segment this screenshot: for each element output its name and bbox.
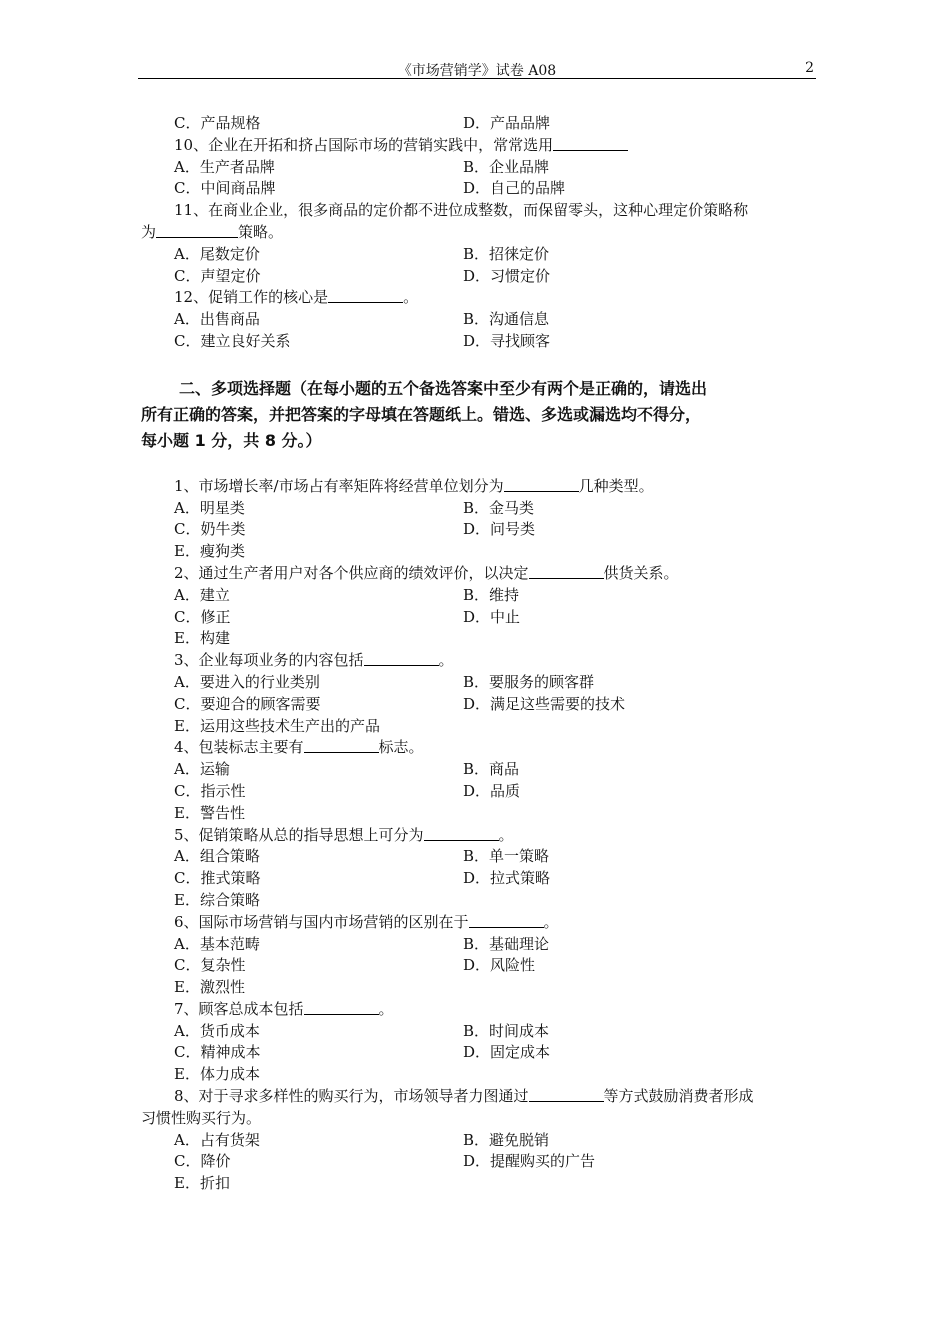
option-row: [141, 1042, 817, 1064]
option-row: [141, 1021, 817, 1043]
answer-blank: [328, 288, 403, 303]
question-stem-continued: 习惯性购买行为。: [141, 1108, 262, 1127]
option-c: C．精神成本: [174, 1043, 261, 1062]
question-stem: 6、国际市场营销与国内市场营销的区别在于 。: [174, 912, 559, 931]
page-header: [138, 58, 816, 79]
question-stem: 8、对于寻求多样性的购买行为，市场领导者力图通过 等方式鼓励消费者形成: [174, 1087, 754, 1106]
question-stem: 12、促销工作的核心是 。: [174, 288, 419, 307]
option-b: B．避免脱销: [463, 1130, 550, 1149]
option-a: A．生产者品牌: [174, 157, 275, 176]
option-b: B．要服务的顾客群: [463, 672, 595, 691]
option-b: B．招徕定价: [463, 244, 550, 263]
option-b: B．基础理论: [463, 934, 550, 953]
option-b: B．单一策略: [463, 847, 550, 866]
option-c: C．推式策略: [174, 869, 261, 888]
option-c: C．要迎合的顾客需要: [174, 694, 321, 713]
option-a: A．出售商品: [174, 310, 260, 329]
section-heading: 二、多项选择题（在每小题的五个备选答案中至少有两个是正确的，请选出 所有正确的答案，并把答案的字母填在答题纸上。错选、多选或漏选均不得分， 每小题 1 分，共 8 分。）: [141, 378, 708, 450]
option-a: A．基本范畴: [174, 934, 260, 953]
option-row: [141, 113, 817, 135]
option-d: D．中止: [463, 607, 521, 626]
option-d: D．习惯定价: [463, 266, 551, 285]
option-a: A．占有货架: [174, 1130, 260, 1149]
option-d: D．寻找顾客: [463, 331, 551, 350]
option-b: B．沟通信息: [463, 310, 550, 329]
answer-blank: [156, 223, 238, 238]
option-b: B．维持: [463, 585, 520, 604]
option-row: [141, 628, 817, 650]
option-row: [141, 541, 817, 563]
option-row: [141, 759, 817, 781]
option-c: C．指示性: [174, 781, 246, 800]
option-row: [141, 868, 817, 890]
option-a: A．货币成本: [174, 1021, 260, 1040]
option-d: D．提醒购买的广告: [463, 1152, 596, 1171]
option-b: B．企业品牌: [463, 157, 550, 176]
option-a: A．组合策略: [174, 847, 260, 866]
option-d: D．满足这些需要的技术: [463, 694, 626, 713]
option-e: E．折扣: [174, 1174, 230, 1193]
option-d: D．拉式策略: [463, 869, 551, 888]
option-row: [141, 955, 817, 977]
question-stem: 2、通过生产者用户对各个供应商的绩效评价，以决定 供货关系。: [174, 563, 679, 582]
exam-content: [141, 113, 817, 1195]
question-stem: 10、企业在开拓和挤占国际市场的营销实践中，常常选用: [141, 135, 817, 157]
option-c: C．修正: [174, 607, 231, 626]
option-a: A．尾数定价: [174, 244, 260, 263]
option-a: A．要进入的行业类别: [174, 672, 320, 691]
answer-blank: [529, 1087, 604, 1102]
question-stem: 3、企业每项业务的内容包括 。: [174, 651, 454, 670]
option-row: [141, 244, 817, 266]
option-row: [141, 890, 817, 912]
option-row: [141, 1064, 817, 1086]
option-row: [141, 1130, 817, 1152]
option-d: D．产品品牌: [463, 114, 551, 132]
option-d: D．风险性: [463, 956, 536, 975]
question-stem-continued: 为 策略。: [141, 222, 284, 241]
option-a: A．运输: [174, 760, 230, 779]
option-row: [141, 846, 817, 868]
option-row: [141, 977, 817, 999]
option-e: E．警告性: [174, 803, 245, 822]
header-title: 《市场营销学》试卷 A08: [397, 63, 557, 79]
option-e: E．激烈性: [174, 978, 245, 997]
question-stem: 1、市场增长率/市场占有率矩阵将经营单位划分为 几种类型。: [174, 476, 654, 495]
question-stem: 5、促销策略从总的指导思想上可分为 。: [174, 825, 514, 844]
option-d: D．品质: [463, 781, 521, 800]
option-c: C．降价: [174, 1152, 231, 1171]
option-row: [141, 178, 817, 200]
option-b: B．商品: [463, 760, 520, 779]
answer-blank: [553, 136, 628, 151]
option-row: [141, 694, 817, 716]
option-d: D．固定成本: [463, 1043, 551, 1062]
option-c: C．中间商品牌: [174, 179, 276, 198]
option-a: A．明星类: [174, 498, 245, 517]
option-e: E．综合策略: [174, 890, 260, 909]
option-c: C．复杂性: [174, 956, 246, 975]
option-row: [141, 934, 817, 956]
question-stem: 7、顾客总成本包括 。: [174, 999, 394, 1018]
option-a: A．建立: [174, 585, 230, 604]
option-row: [141, 519, 817, 541]
answer-blank: [504, 477, 579, 492]
option-b: B．时间成本: [463, 1021, 550, 1040]
answer-blank: [364, 651, 439, 666]
option-row: [141, 266, 817, 288]
option-d: D．问号类: [463, 520, 536, 539]
question-stem: 11、在商业企业，很多商品的定价都不进位成整数，而保留零头，这种心理定价策略称: [174, 201, 749, 220]
option-e: E．瘦狗类: [174, 542, 245, 561]
answer-blank: [469, 913, 544, 928]
option-e: E．体力成本: [174, 1065, 260, 1084]
option-row: [141, 498, 817, 520]
answer-blank: [529, 564, 604, 579]
option-d: D．自己的品牌: [463, 179, 566, 198]
option-row: [141, 607, 817, 629]
option-row: [141, 803, 817, 825]
option-row: [141, 331, 817, 353]
option-b: B．金马类: [463, 498, 535, 517]
option-row: [141, 1173, 817, 1195]
option-c: C．声望定价: [174, 266, 261, 285]
option-row: [141, 309, 817, 331]
answer-blank: [424, 826, 499, 841]
answer-blank: [304, 738, 379, 753]
page-number: 2: [805, 60, 814, 76]
option-c: C．奶牛类: [174, 520, 246, 539]
option-row: [141, 716, 817, 738]
option-row: [141, 157, 817, 179]
question-stem: 4、包装标志主要有 标志。: [174, 738, 424, 757]
option-row: [141, 1151, 817, 1173]
option-c: C．产品规格: [174, 114, 261, 132]
option-row: [141, 672, 817, 694]
option-row: [141, 781, 817, 803]
option-e: E．运用这些技术生产出的产品: [174, 716, 380, 735]
option-c: C．建立良好关系: [174, 331, 291, 350]
option-e: E．构建: [174, 629, 230, 648]
answer-blank: [304, 1000, 379, 1015]
option-row: [141, 585, 817, 607]
